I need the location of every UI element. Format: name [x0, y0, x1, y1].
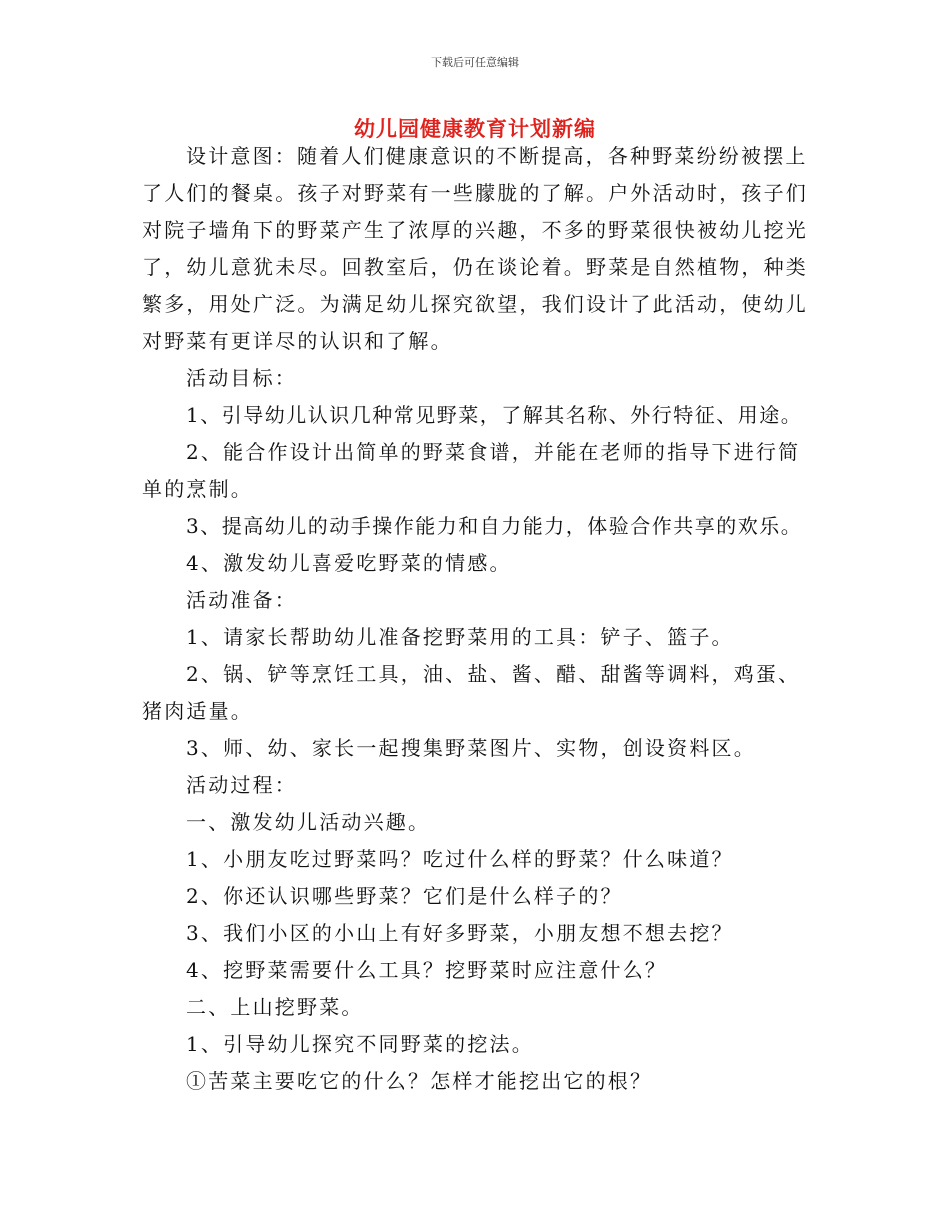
process-step-1: 1、引导幼儿探究不同野菜的挖法。: [186, 1032, 534, 1056]
process-section-1: 一、激发幼儿活动兴趣。: [186, 810, 431, 834]
goal-item-2: 2、能合作设计出简单的野菜食谱，并能在老师的指导下进行简单的烹制。: [142, 440, 801, 501]
heading-activity-process: 活动过程：: [186, 773, 297, 797]
heading-activity-preparation: 活动准备：: [186, 588, 297, 612]
goal-item-3: 3、提高幼儿的动手操作能力和自力能力，体验合作共享的欢乐。: [186, 514, 803, 538]
header-note: 下载后可任意编辑: [431, 56, 519, 69]
process-substep-1: ①苦菜主要吃它的什么？怎样才能挖出它的根？: [186, 1069, 653, 1093]
prep-item-3: 3、师、幼、家长一起搜集野菜图片、实物，创设资料区。: [186, 736, 756, 760]
goal-item-1: 1、引导幼儿认识几种常见野菜，了解其名称、外行特征、用途。: [186, 403, 803, 427]
process-question-4: 4、挖野菜需要什么工具？挖野菜时应注意什么？: [186, 958, 668, 982]
paragraph-design-intent: 设计意图：随着人们健康意识的不断提高，各种野菜纷纷被摆上了人们的餐桌。孩子对野菜有一些朦胧的了解。户外活动时，孩子们对院子墙角下的野菜产生了浓厚的兴趣，不多的野菜很快被幼儿挖光了，幼儿意犹未尽。回教室后，仍在谈论着。野菜是自然植物，种类繁多，用处广泛。为满足幼儿探究欲望，我们设计了此活动，使幼儿对野菜有更详尽的认识和了解。: [142, 144, 808, 353]
heading-activity-goals: 活动目标：: [186, 366, 297, 390]
process-question-1: 1、小朋友吃过野菜吗？吃过什么样的野菜？什么味道？: [186, 847, 734, 871]
prep-item-1: 1、请家长帮助幼儿准备挖野菜用的工具：铲子、篮子。: [186, 625, 734, 649]
process-section-2: 二、上山挖野菜。: [186, 995, 364, 1019]
document-title: 幼儿园健康教育计划新编: [354, 117, 596, 141]
goal-item-4: 4、激发幼儿喜爱吃野菜的情感。: [186, 551, 512, 575]
document-body: [142, 138, 810, 1100]
process-question-2: 2、你还认识哪些野菜？它们是什么样子的？: [186, 884, 623, 908]
prep-item-2: 2、锅、铲等烹饪工具，油、盐、酱、醋、甜酱等调料，鸡蛋、猪肉适量。: [142, 662, 801, 723]
process-question-3: 3、我们小区的小山上有好多野菜，小朋友想不想去挖？: [186, 921, 734, 945]
